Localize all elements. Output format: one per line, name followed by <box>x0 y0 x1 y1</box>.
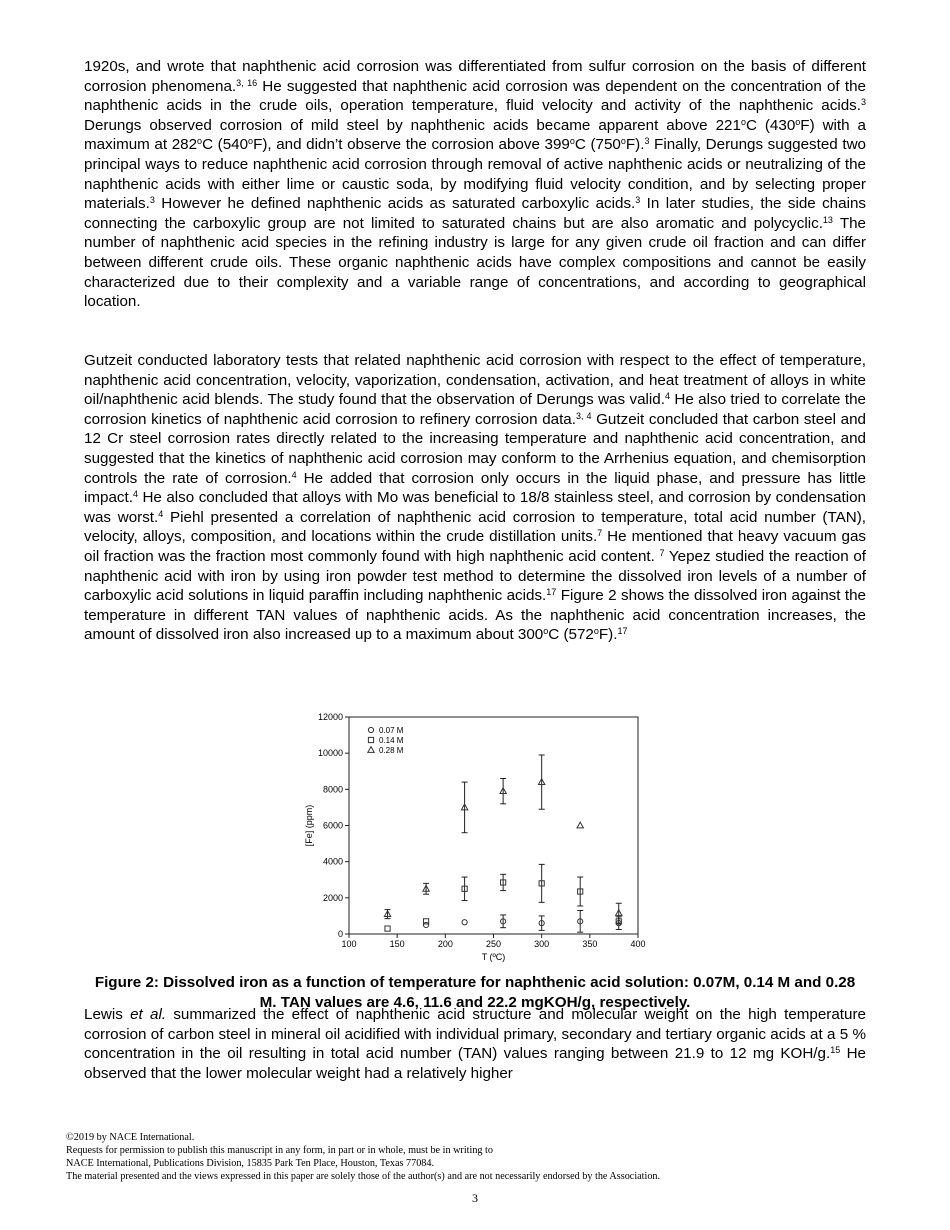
citation-superscript: o <box>620 136 626 147</box>
citation-superscript: 17 <box>546 587 557 598</box>
paragraph-lewis <box>84 1005 866 1083</box>
text-run: Yepez studied the reaction of naphthenic acid with iron by using iron powder test method to determine the dissolved iron levels of a number of carboxylic acid solutions in liquid paraffin including naphthenic acids. <box>84 547 866 605</box>
legend-marker-circle <box>368 727 373 732</box>
citation-superscript: 4 <box>132 489 138 500</box>
footer-permission: Requests for permission to publish this manuscript in any form, in part or in whole, must be in writing to <box>66 1145 493 1156</box>
citation-superscript: 4 <box>158 508 164 519</box>
text-run: However he defined naphthenic acids as saturated carboxylic acids. <box>154 195 636 213</box>
data-point <box>385 926 390 931</box>
x-tick-label: 300 <box>534 939 550 949</box>
y-tick-label: 8000 <box>322 784 343 795</box>
citation-superscript: o <box>740 116 746 127</box>
text-run: He mentioned that heavy vacuum gas oil fraction was the fraction most commonly found with high naphthenic acid content. <box>84 528 866 565</box>
x-tick-label: 400 <box>630 939 646 949</box>
y-tick-label: 10000 <box>317 748 343 759</box>
citation-superscript: o <box>543 626 549 637</box>
legend-label: 0.14 M <box>379 736 404 745</box>
y-tick-label: 2000 <box>322 892 343 903</box>
page-number: 3 <box>472 1191 478 1205</box>
y-axis-label: [Fe] (ppm) <box>304 804 314 847</box>
text-run: C (572 <box>548 626 594 644</box>
legend-marker-square <box>368 737 373 742</box>
citation-superscript: o <box>593 626 599 637</box>
footer-disclaimer: The material presented and the views expressed in this paper are solely those of the author(s) and are not necessarily endorsed by the Association. <box>66 1171 661 1182</box>
citation-superscript: o <box>197 136 203 147</box>
citation-superscript: 3, 4 <box>575 410 592 421</box>
y-tick-label: 12000 <box>317 712 343 722</box>
page-footer <box>66 1131 660 1183</box>
italic-text: et al. <box>130 1006 167 1023</box>
x-tick-label: 150 <box>389 939 405 949</box>
paragraph-derungs <box>84 57 866 312</box>
citation-superscript: o <box>569 136 575 147</box>
data-point <box>577 822 583 828</box>
text-run: In later studies, the side chains connecting the carboxylic group are not limited to saturated chains but are also aromatic and polycyclic. <box>84 195 866 232</box>
citation-superscript: 3 <box>860 97 866 108</box>
x-tick-label: 350 <box>582 939 598 949</box>
text-run: F) with a maximum at 282 <box>84 116 866 154</box>
data-point <box>423 922 428 927</box>
citation-superscript: 15 <box>830 1045 841 1056</box>
x-tick-label: 100 <box>341 939 357 949</box>
y-tick-label: 6000 <box>322 820 343 831</box>
citation-superscript: 3 <box>635 195 641 206</box>
text-run: F). <box>625 136 645 154</box>
text-run: F). <box>598 626 618 644</box>
citation-superscript: 13 <box>822 214 833 225</box>
citation-superscript: o <box>248 136 254 147</box>
citation-superscript: o <box>795 116 801 127</box>
text-run: Lewis <box>84 1006 131 1023</box>
text-run: C (430 <box>745 116 796 134</box>
text-run: He also concluded that alloys with Mo was beneficial to 18/8 stainless steel, and corrosion by condensation was worst. <box>84 489 866 526</box>
text-run: F), and didn’t observe the corrosion above 399 <box>253 136 570 154</box>
legend-label: 0.28 M <box>379 746 404 755</box>
citation-superscript: 4 <box>291 469 297 480</box>
text-run: He added that corrosion only occurs in the liquid phase, and pressure has little impact. <box>84 469 866 507</box>
citation-superscript: 3 <box>644 136 650 147</box>
text-run: C (540 <box>202 136 249 154</box>
text-run: C (750 <box>574 136 621 154</box>
x-axis-label: T (ºC) <box>481 952 506 962</box>
footer-address: NACE International, Publications Division, 15835 Park Ten Place, Houston, Texas 77084. <box>66 1158 435 1169</box>
figure-caption: Figure 2: Dissolved iron as a function of temperature for naphthenic acid solution: 0.07M, 0.14 M and 0.28 M. TAN values are 4.6, 11.6 and 22.2 mgKOH/g, respectively. <box>94 974 856 1011</box>
text-run: Derungs observed corrosion of mild steel by naphthenic acids became apparent above 221 <box>84 116 741 134</box>
text-run: He also tried to correlate the corrosion kinetics of naphthenic acid corrosion to refinery corrosion data. <box>84 391 866 428</box>
citation-superscript: 3 <box>149 195 155 206</box>
citation-superscript: 3, 16 <box>236 77 258 88</box>
citation-superscript: 7 <box>659 547 665 558</box>
x-tick-label: 200 <box>437 939 453 949</box>
x-tick-label: 250 <box>485 939 502 949</box>
text-run: Piehl presented a correlation of naphthenic acid corrosion to temperature, total acid number (TAN), velocity, alloys, composition, and locations within the crude distillation units. <box>84 508 866 546</box>
y-tick-label: 4000 <box>322 856 343 867</box>
text-run: 1920s, and wrote that naphthenic acid corrosion was differentiated from sulfur corrosion on the basis of different corrosion phenomena. <box>84 58 866 95</box>
legend-marker-triangle <box>368 747 374 753</box>
text-run: Finally, Derungs suggested two principal ways to reduce naphthenic acid corrosion through removal of active naphthenic acids or neutralizing of the naphthenic acids with either lime or caustic soda, by modifying fluid velocity condition, and by selecting proper materials. <box>84 136 866 213</box>
text-run: He observed that the lower molecular weight had a relatively higher <box>84 1045 866 1082</box>
dissolved-iron-chart <box>290 706 660 968</box>
paragraph-gutzeit <box>84 351 866 645</box>
text-run: Gutzeit concluded that carbon steel and 12 Cr steel corrosion rates directly related to the increasing temperature and naphthenic acid concentration, and suggested that the kinetics of naphthenic acid corrosion may conform to the Arrhenius equation, and chemisorption controls the rate of corrosion. <box>84 410 867 487</box>
footer-copyright: ©2019 by NACE International. <box>66 1132 195 1143</box>
text-run: Gutzeit conducted laboratory tests that related naphthenic acid corrosion with respect to the effect of temperature, naphthenic acid concentration, velocity, vaporization, condensation, activation, and heat treatment of alloys in white oil/naphthenic acid blends. The study found that the observation of Derungs was valid. <box>84 352 866 409</box>
text-run: Figure 2 shows the dissolved iron against the temperature in different TAN values of naphthenic acids. As the naphthenic acid concentration increases, the amount of dissolved iron also increased up to a maximum about 300 <box>84 587 866 644</box>
citation-superscript: 4 <box>664 391 670 402</box>
text-run: He suggested that naphthenic acid corrosion was dependent on the concentration of the naphthenic acids in the crude oils, operation temperature, fluid velocity and activity of the naphthenic acids. <box>84 77 866 115</box>
y-tick-label: 0 <box>337 929 343 939</box>
legend-label: 0.07 M <box>379 726 404 735</box>
text-run: summarized the effect of naphthenic acid structure and molecular weight on the high temperature corrosion of carbon steel in mineral oil acidified with individual primary, secondary and tertiary organic acids at a 5 % concentration in the oil resulting in total acid number (TAN) values ranging between 21.9 to 12 mg KOH/g. <box>84 1006 866 1063</box>
citation-superscript: 17 <box>617 626 628 637</box>
data-point <box>462 920 467 925</box>
text-run: The number of naphthenic acid species in the refining industry is large for any given crude oil fraction and can differ between different crude oils. These organic naphthenic acids have complex compositions and cannot be easily characterized due to their complexity and a variable range of concentrations, and according to geographical location. <box>84 214 866 311</box>
citation-superscript: 7 <box>597 528 603 539</box>
